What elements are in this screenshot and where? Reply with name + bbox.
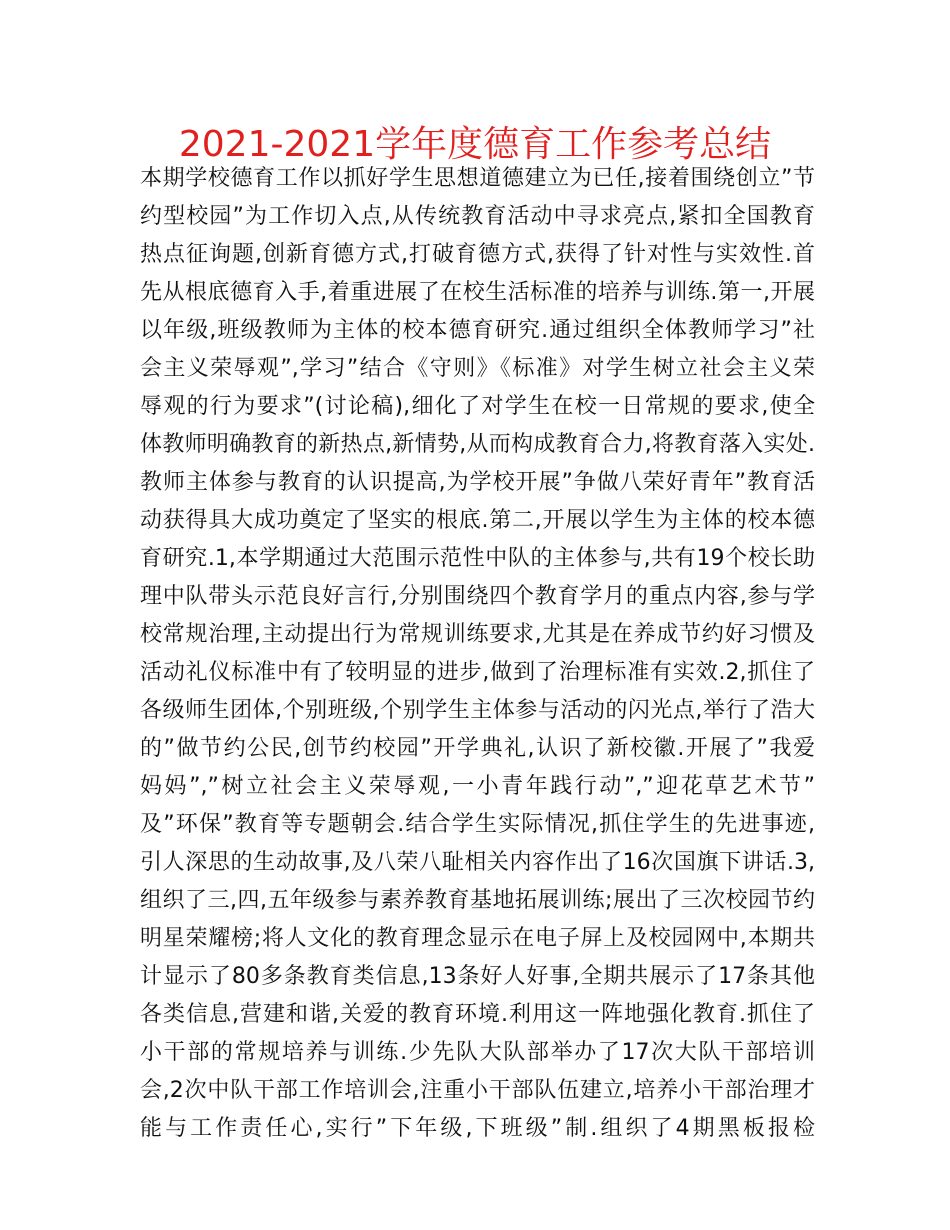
body-line: 动获得具大成功奠定了坚实的根底.第二,开展以学生为主体的校本德 [140,508,815,533]
body-line: 约型校园”为工作切入点,从传统教育活动中寻求亮点,紧扣全国教育 [140,204,815,229]
body-line: 及”环保”教育等专题朝会.结合学生实际情况,抓住学生的先进事迹, [140,812,815,837]
body-line: 会,2次中队干部工作培训会,注重小干部队伍建立,培养小干部治理才 [140,1078,815,1103]
body-line: 以年级,班级教师为主体的校本德育研究.通过组织全体教师学习”社 [140,318,815,343]
body-line: 妈妈”,”树立社会主义荣辱观,一小青年践行动”,”迎花草艺术节” [140,774,815,799]
body-line: 校常规治理,主动提出行为常规训练要求,尤其是在养成节约好习惯及 [140,622,815,647]
body-line: 的”做节约公民,创节约校园”开学典礼,认识了新校徽.开展了”我爱 [140,736,815,761]
body-line: 理中队带头示范良好言行,分别围绕四个教育学月的重点内容,参与学 [140,584,815,609]
body-line: 会主义荣辱观”,学习”结合《守则》《标准》对学生树立社会主义荣 [140,356,815,381]
body-line: 先从根底德育入手,着重进展了在校生活标准的培养与训练.第一,开展 [140,280,815,305]
document-title: 2021-2021学年度德育工作参考总结 [178,124,772,165]
body-line: 本期学校德育工作以抓好学生思想道德建立为已任,接着围绕创立”节 [140,166,815,191]
body-line: 计显示了80多条教育类信息,13条好人好事,全期共展示了17条其他 [140,964,815,989]
body-line: 体教师明确教育的新热点,新情势,从而构成教育合力,将教育落入实处. [140,432,815,457]
body-line: 热点征询题,创新育德方式,打破育德方式,获得了针对性与实效性.首 [140,242,815,267]
body-line: 能与工作责任心,实行”下年级,下班级”制.组织了4期黑板报检 [140,1116,815,1141]
document-body [140,160,815,1148]
body-line: 育研究.1,本学期通过大范围示范性中队的主体参与,共有19个校长助 [140,546,815,571]
body-line: 辱观的行为要求”(讨论稿),细化了对学生在校一日常规的要求,使全 [140,394,815,419]
body-line: 小干部的常规培养与训练.少先队大队部举办了17次大队干部培训 [140,1040,815,1065]
body-line: 明星荣耀榜;将人文化的教育理念显示在电子屏上及校园网中,本期共 [140,926,815,951]
body-line: 各类信息,营建和谐,关爱的教育环境.利用这一阵地强化教育.抓住了 [140,1002,815,1027]
body-line: 各级师生团体,个别班级,个别学生主体参与活动的闪光点,举行了浩大 [140,698,815,723]
body-line: 组织了三,四,五年级参与素养教育基地拓展训练;展出了三次校园节约 [140,888,815,913]
body-line: 教师主体参与教育的认识提高,为学校开展”争做八荣好青年”教育活 [140,470,815,495]
body-line: 引人深思的生动故事,及八荣八耻相关内容作出了16次国旗下讲话.3, [140,850,815,875]
body-line: 活动礼仪标准中有了较明显的进步,做到了治理标准有实效.2,抓住了 [140,660,815,685]
